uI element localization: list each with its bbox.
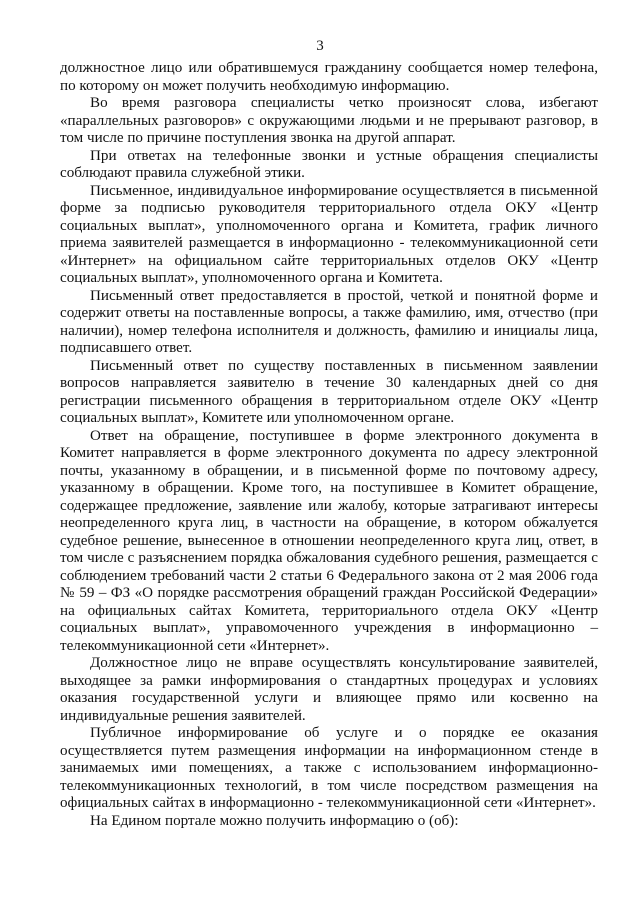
paragraph-3: При ответах на телефонные звонки и устные обращения специалисты соблюдают правила служебной этики.	[60, 147, 598, 181]
paragraph-7: Ответ на обращение, поступившее в форме электронного документа в Комитет направляется в форме электронного документа по адресу электронной почты, указанному в обращении, и в письменной форме по почтовому адресу, указанному в обращении. Кроме того, на поступившее в Комитет обращение, содержащее предложение, заявление или жалобу, которые затрагивают интересы неопределенного круга лиц, в частности на обращение, в котором обжалуется судебное решение, вынесенное в отношении неопределенного круга лиц, ответ, в том числе с разъяснением порядка обжалования судебного решения, размещается с соблюдением требований части 2 статьи 6 Федерального закона от 2 мая 2006 года № 59 – ФЗ «О порядке рассмотрения обращений граждан Российской Федерации» на официальных сайтах Комитета, территориального отдела ОКУ «Центр социальных выплат», управомоченного учреждения в информационно – телекоммуникационной сети «Интернет».	[60, 427, 598, 654]
paragraph-6: Письменный ответ по существу поставленных в письменном заявлении вопросов направляется заявителю в течение 30 календарных дней со дня регистрации письменного обращения в территориальном отделе ОКУ «Центр социальных выплат», Комитете или уполномоченном органе.	[60, 357, 598, 426]
paragraph-10: На Едином портале можно получить информацию о (об):	[90, 812, 459, 829]
paragraph-1: должностное лицо или обратившемуся гражданину сообщается номер телефона, по которому он может получить необходимую информацию.	[60, 60, 598, 94]
paragraph-8: Должностное лицо не вправе осуществлять консультирование заявителей, выходящее за рамки информирования о стандартных процедурах и условиях оказания государственной услуги и влияющее прямо или косвенно на индивидуальные решения заявителей.	[60, 655, 598, 724]
paragraph-9: Публичное информирование об услуге и о порядке ее оказания осуществляется путем размещения информации на информационном стенде в занимаемых ими помещениях, а также с использованием информационно-телекоммуникационных технологий, в том числе посредством размещения на официальных сайтах в информационно - телекоммуникационной сети «Интернет».	[60, 725, 598, 811]
paragraph-4: Письменное, индивидуальное информирование осуществляется в письменной форме за подписью руководителя территориального отдела ОКУ «Центр социальных выплат», уполномоченного органа и Комитета, график личного приема заявителей размещается в информационно - телекоммуникационной сети «Интернет» на официальном сайте территориальных отделов ОКУ «Центр социальных выплат», уполномоченного органа и Комитета.	[60, 182, 598, 286]
paragraph-5: Письменный ответ предоставляется в простой, четкой и понятной форме и содержит ответы на поставленные вопросы, а также фамилию, имя, отчество (при наличии), номер телефона исполнителя и должность, фамилию и инициалы лица, подписавшего ответ.	[60, 287, 598, 356]
page-number: 3	[316, 38, 324, 54]
document-body	[60, 60, 598, 830]
paragraph-2: Во время разговора специалисты четко произносят слова, избегают «параллельных разговоров» с окружающими людьми и не прерывают разговор, в том числе по причине поступления звонка на другой аппарат.	[60, 95, 598, 146]
